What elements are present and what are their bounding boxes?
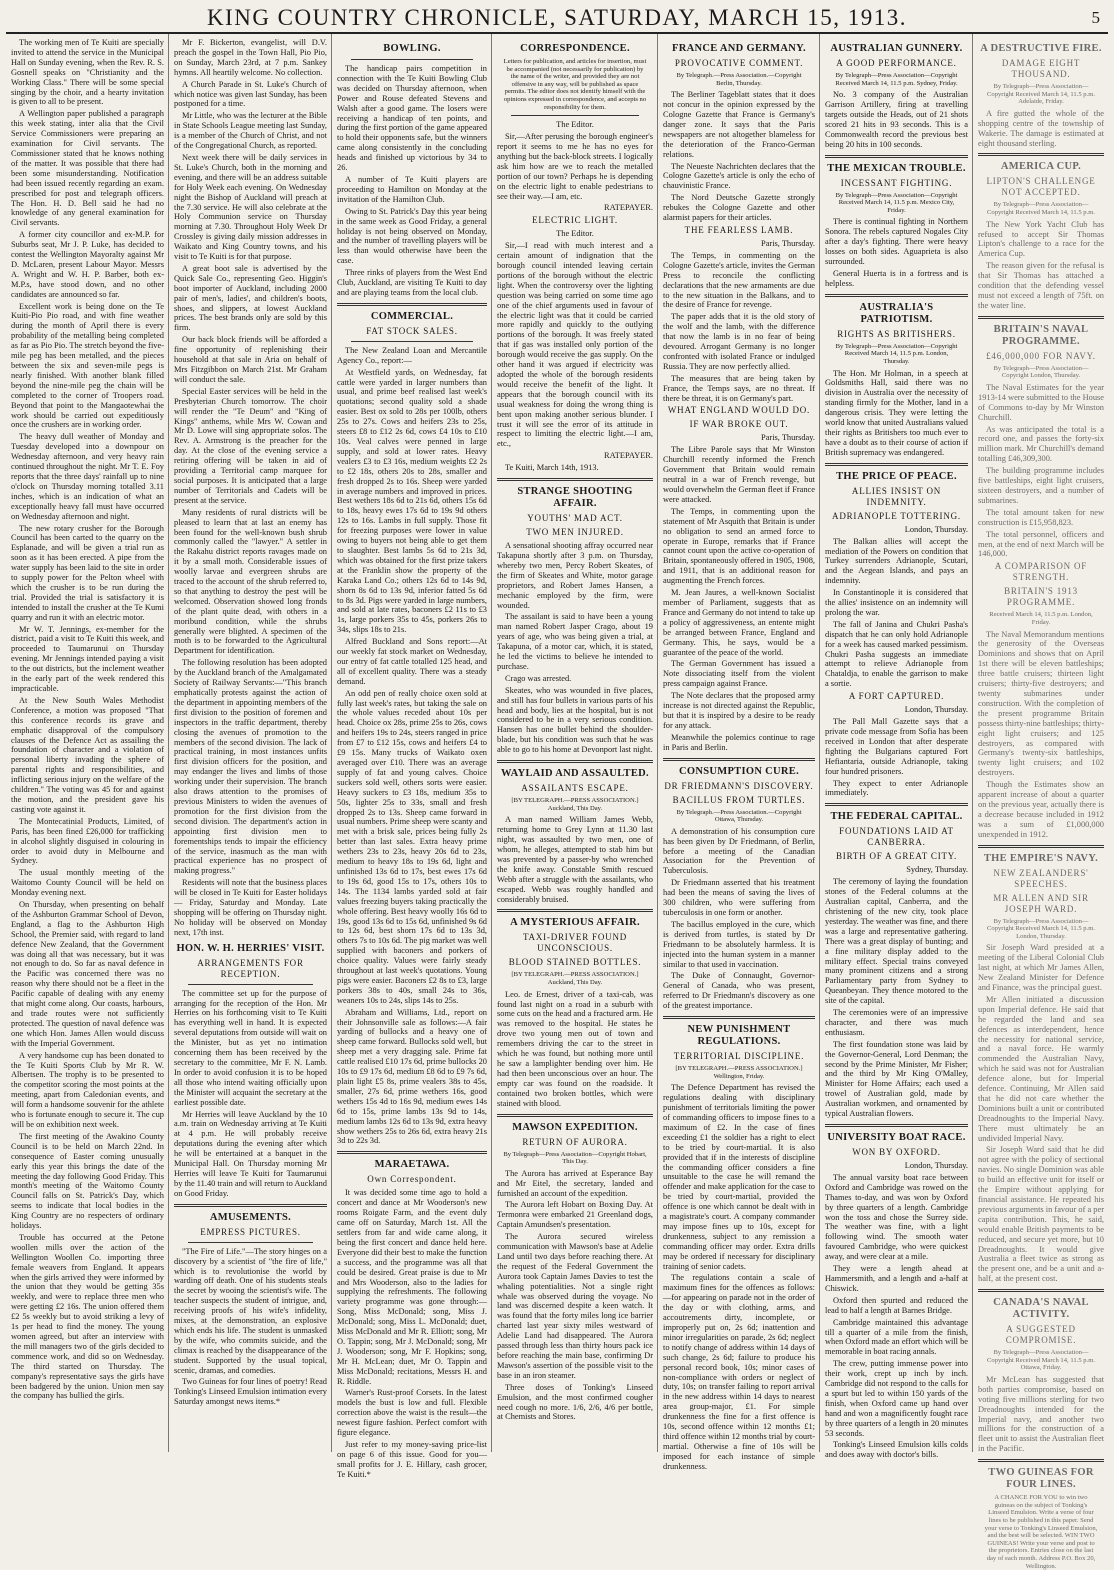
- column-6: [820, 34, 973, 1460]
- letter-body: Sir,—After perusing the borough engineer's report it seems to me he has no eyes for anything but the back-block streets. I logically ask him how are we to reach the metalled portion of our town? Perhaps he is depending on the electric light to enable pedestrians to see their way.—I am, etc.: [497, 132, 653, 201]
- section-subheading: ALLIES INSIST ON INDEMNITY.: [851, 485, 942, 507]
- dateline: Received March 14, 11.5 p.m. London, Friday.: [989, 611, 1093, 626]
- dateline: [BY TELEGRAPH.—PRESS ASSOCIATION.] Auckland, This Day.: [511, 971, 639, 987]
- page-number: 5: [1091, 8, 1100, 27]
- section-heading: FRANCE AND GERMANY.: [672, 43, 806, 54]
- news-paragraph: Though the Estimates show an apparent increase of about a quarter on the previous year, actually there is a decrease because included in 1912 was a sum of £1,000,000 unexpended in 1912.: [978, 780, 1104, 839]
- news-paragraph: The Neueste Nachrichten declares that the Cologne Gazette's article is only the echo of chauvinistic France.: [663, 161, 815, 191]
- divider: [825, 803, 968, 806]
- news-paragraph: The ceremonies were of an impressive character, and there was much enthusiasm.: [825, 1008, 968, 1037]
- news-paragraph: The crew, putting immense power into their work, crept up inch by inch. Cambridge did not respond to the calls for a spurt but led to within 150 yards of the finish, when Oxford came up hand over hand and won a magnificently fought race by three quarters of a length in 20 minutes 53 seconds.: [825, 1359, 968, 1438]
- divider: [978, 845, 1104, 848]
- news-paragraph: Owing to St. Patrick's Day this year being in the same week as Good Friday, a general holiday is not being observed on Monday, and the number of travelling players will be less than would otherwise have been the case.: [337, 206, 487, 266]
- letter-salutation: The Editor.: [556, 120, 594, 130]
- news-paragraph: Skeates, who was wounded in five places, and still has four bullets in various parts of his head and body, lies at the hospital, but is not considered to be in a very serious condition. Hansen has one bullet behind the shoulder-blade, but his condition was such that he was able to go to his home at Devonport last night.: [497, 685, 653, 755]
- section-heading: THE MEXICAN TROUBLE.: [827, 162, 966, 174]
- news-paragraph: The Aurora secured wireless communication with Mawson's base at Adelie Land until two days before reaching there. At the request of the Federal Government the Aurora took Captain James Davies to test the whaling potentialities. Not a single right whale was observed during the voyage. No land was discerned despite a keen watch. It was found that the forty miles long ice barrier charted last year sixty miles westward of Adelie Land had disappeared. The Aurora passed through less than thirty hours pack ice before reaching the main base, confirming Dr Mawson's assertion of the possible visit to the base in an iron steamer.: [497, 1232, 653, 1380]
- divider: [978, 153, 1104, 156]
- divider: [663, 1016, 815, 1019]
- news-paragraph: At Westfield yards, on Wednesday, fat cattle were yarded in larger numbers than usual, and prime beef realised last week's quotations; second quality sold a shade easier. Best ox sold to 28s per 100lb, others 25s to 27s. Cows and heifers 23s to 25s, steers £8 to £12 2s 6d, cows £4 10s to £10 10s. Veal calves were penned in large supply, and sold at lower rates. Heavy vealers £3 to £3 16s, medium weights £2 2s to £2 18s, others 20s to 28s, smaller and fresh dropped 2s to 16s. Sheep were yarded in average numbers and improved in prices. Best wethers 18s 6d to 21s 6d, others 15s 6d to 18s, heavy ewes 17s 6d to 19s 9d others 12s to 16s. Lambs in full supply. Those fit for freezing purposes were lower in value owing to buyers not being able to get them to slaughter. Best lambs 5s 6d to 21s 3d, which was obtained for the first prize takers at the Franklin show the property of the Karaka Land Co.; others 12s 6d to 14s 9d, shorn 8s 6d to 13s 9d, inferior fatted 5s 6d to 8s 3d. Pigs were yarded in large numbers, and sold at late rates, baconers £2 11s to £3 1s, large porkers 35s to 45s, porkers 26s to 34s, slips 18s to 21s.: [337, 367, 487, 635]
- news-paragraph: Alfred Buckland and Sons report:—At our weekly fat stock market on Wednesday, our entry of fat cattle totalled 125 head, and all of excellent quality. There was a steady demand.: [337, 637, 487, 686]
- dateline: London, Thursday.: [904, 1161, 968, 1170]
- dateline: By Telegraph.—Press Association.—Copyright Berlin, Thursday.: [676, 72, 802, 87]
- section-heading: AMUSEMENTS.: [209, 1211, 292, 1223]
- divider: [825, 155, 968, 158]
- news-paragraph: The Temps, in commenting on the Cologne Gazette's article, invites the German Press to reconcile the conflicting declarations that the new armaments are due to the new situation in the Balkans, and to the desire of France for revenge.: [663, 250, 815, 310]
- advert-paragraph: A CHANCE FOR YOU to win two guineas on the subject of Tonking's Linseed Emulsion. Write a verse of four lines to be published in this paper. Send your verse to Tonking's Linseed Emulsion, and the best will be selected. WIN TWO GUINEAS! Write your verse and post to the proprietors. Entries close on the last day of each month. Address P.O. Box 20, Wellington.: [984, 1494, 1098, 1570]
- section-subheading: A FORT CAPTURED.: [848, 691, 945, 702]
- news-paragraph: The committee set up for the purpose of arranging for the reception of the Hon. Mr Herries on his forthcoming visit to Te Kuiti has everything well in hand. It is expected several deputations from outside will wait on the Minister, but as yet no intimation concerning them has been received by the secretary to the committee, Mr F. N. Lamb. In order to avoid confusion it is to be hoped all those who intend waiting officially upon the Minister will acquaint the secretary at the earliest possible date.: [174, 988, 327, 1107]
- dateline: Paris, Thursday.: [761, 238, 815, 248]
- news-paragraph: The Pall Mall Gazette says that a private code message from Sofia has been received in London that after desperate fighting the Bulgarians captured Fort Hefiantaria, outside Adrianople, taking four hundred prisoners.: [825, 717, 968, 776]
- letter-salutation: The Editor.: [556, 229, 594, 239]
- news-paragraph: The handicap pairs competition in connection with the Te Kuiti Bowling Club was decided on Thursday afternoon, when Power and Rouse defeated Stevens and Walsh after a good game. The losers were receiving a handicap of ten points, and during the first portion of the game appeared to hold their opponents safe, but the winners came along consistently in the concluding heads and finished up victorious by 34 to 26.: [337, 64, 488, 173]
- news-paragraph: As was anticipated the total is a record one, and passes the forty-six million mark. Mr Churchill's demand totalling £46,309,300.: [978, 424, 1104, 464]
- masthead-title: KING COUNTRY CHRONICLE, SATURDAY, MARCH 15, 1913.: [206, 5, 908, 30]
- section-heading: BRITAIN'S NAVAL PROGRAMME.: [993, 323, 1089, 347]
- news-paragraph: Leo. de Ernest, driver of a taxi-cab, was found last night on a road in a suburb with some cuts on the head and a fractured arm. He was removed to the hospital. He states he drove two young men out of town and remembers driving the car to the street in which he was found, but nothing more until he saw a lamplighter bending over him. He had then been unconscious over an hour. The empty car was found on the roadside. It contained two broken bottles, which were stained with blood.: [497, 989, 653, 1108]
- section-subheading: WON BY OXFORD.: [852, 1147, 941, 1157]
- news-paragraph: Sir Joseph Ward presided at a meeting of the Liberal Colonial Club last night, at which Mr James Allen, New Zealand Minister for Defence and Finance, was the principal guest.: [978, 943, 1104, 992]
- news-paragraph: The New York Yacht Club has refused to accept Sir Thomas Lipton's challenge to a race for the America Cup.: [978, 219, 1104, 259]
- editorial-note: Letters for publication, and articles for insertion, must be accompanied (not necessarily for publication) by the name of the writer, and provided they are not offensive in any way, will be published as space permits. The editor does not identify himself with the opinions expressed in correspondence, and accepts no responsibility for them.: [503, 58, 647, 111]
- news-paragraph: Our back block friends will be afforded a fine opportunity of replenishing their household at that sale in Aria on behalf of Mrs Fitzgibbon on March 21st. Mr Graham will conduct the sale.: [174, 335, 327, 384]
- news-paragraph: A demonstration of his consumption cure has been given by Dr Friedmann, of Berlin, before a meeting of the Canadian Association for the Prevention of Tuberculosis.: [663, 826, 815, 876]
- news-paragraph: The ceremony of laying the foundation stones of the Federal columns at the Australian capital, Canberra, and the christening of the new city, took place yesterday. The weather was fine, and there was a large and representative gathering. There was a great display of bunting; and a fine military display added to the military effect. Special trains conveyed many prominent citizens and a strong Parliamentary party from Sydney to Queanbeyan. They thence motored to the site of the capital.: [825, 877, 968, 1006]
- section-heading: CORRESPONDENCE.: [520, 43, 630, 54]
- news-paragraph: Mr Little, who was the lecturer at the Bible in State Schools League meeting last Sunday, is a member of the Church of Christ, and not of the Congregational Church, as reported.: [174, 111, 327, 151]
- news-paragraph: Mr Herries will leave Auckland by the 10 a.m. train on Wednesday arriving at Te Kuiti at 4 p.m. He will probably receive deputations during the evening after which he will be entertained at a banquet in the Municipal Hall. On Thursday morning Mr Herries will leave Te Kuiti for Taumarunui by the 11.40 train and will return to Auckland on Good Friday.: [174, 1109, 327, 1198]
- news-paragraph: On Thursday, when presenting on behalf of the Ashburton Grammar School of Devon, England, a flag to the Ashburton High School, the Premier said, with regard to land defence New Zealand, that the Government was doing all that was necessary, but it was not enough to do. So far as naval defence in the Pacific was concerned there was no reason why there should not be a fleet in the Pacific capable of dealing with any enemy that might come along. Our coasts, harbours, and trade routes were not sufficiently protected. The question of naval defence was one which Hon. James Allen would discuss with the Imperial Government.: [11, 900, 164, 1048]
- section-subheading: BIRTH OF A GREAT CITY.: [836, 851, 957, 862]
- advert-paragraph: Tonking's Linseed Emulsion kills colds and does away with doctor's bills.: [825, 1440, 968, 1460]
- divider: [511, 115, 639, 116]
- news-paragraph: Three rinks of players from the West End Club, Auckland, are visiting Te Kuiti to day and are playing teams from the local club.: [337, 268, 487, 297]
- news-paragraph: The Nord Deutsche Gazette strongly rebukes the Cologne Gazette and other alarmist papers for their articles.: [663, 193, 815, 223]
- news-paragraph: A former city councillor and ex-M.P. for Suburbs seat, Mr J. P. Luke, has decided to contest the Wellington Mayoralty against Mr D. McLaren, present Labour Mayor. Messrs A. Wright and W. H. P. Barber, both ex-M.P.s, have stood down, and no other candidates are announced so far.: [11, 230, 164, 299]
- news-paragraph: There is continual fighting in Northern Sonora. The rebels captured Nogales City after a day's fighting. There were heavy losses on both sides. Aguaprieta is also surrounded.: [825, 217, 968, 267]
- section-heading: A MYSTERIOUS AFFAIR.: [510, 917, 640, 929]
- news-paragraph: The usual monthly meeting of the Waitomo County Council will be held on Monday evening next.: [11, 868, 164, 898]
- section-subheading: ARRANGEMENTS FOR RECEPTION.: [197, 957, 304, 979]
- column-2: [169, 34, 332, 1452]
- news-paragraph: In Constantinople it is considered that the allies' insistence on an indemnity will prolong the war.: [825, 588, 968, 617]
- news-paragraph: The total personnel, officers and men, at the end of next March will be 146,000.: [978, 529, 1104, 559]
- news-paragraph: "The Fire of Life."—The story hinges on a discovery by a scientist of "the fire of life," which is to revolutionise the world by warding off death. One of his students steals the secret by wooing the scientist's wife. The teacher suspects the student of intrigue, and, receiving proofs of his wife's infidelity, mixes, at the demonstration, an explosive which ends his life. The student is unmasked by the wife, who commits suicide, and the climax is reached by the disappearance of the student. Supported by the usual topical, scenic, dramas, and comedies.: [174, 1246, 327, 1375]
- section-heading: NEW PUNISHMENT REGULATIONS.: [687, 1024, 791, 1048]
- news-paragraph: Crago was arrested.: [505, 673, 572, 683]
- section-subheading: WHAT ENGLAND WOULD DO.: [667, 405, 811, 416]
- news-paragraph: Dr Friedmann asserted that his treatment had been the means of saving the lives of 300 children, who were suffering from tuberculosis in one form or another.: [663, 878, 815, 917]
- section-heading: CONSUMPTION CURE.: [678, 765, 800, 777]
- section-heading: AMERICA CUP.: [1000, 161, 1082, 173]
- news-paragraph: The Naval Estimates for the year 1913-14 were submitted to the House of Commons to-day by Mr Winston Churchill.: [978, 382, 1104, 422]
- advert-paragraph: Warner's Rust-proof Corsets. In the latest models the bust is low and full. Flexible correction above the waist is the result—the newest figure fashion. Perfect comfort with figure elegance.: [337, 1388, 487, 1438]
- divider: [978, 1289, 1104, 1292]
- dateline: By Telegraph—Press Association—Copyright Received March 14, 11.5 p.m. Ottawa, Friday.: [987, 1349, 1095, 1372]
- section-subheading: NEW ZEALANDERS' SPEECHES.: [993, 867, 1089, 889]
- section-heading: STRANGE SHOOTING AFFAIR.: [517, 486, 633, 510]
- dateline: Paris, Thursday.: [761, 433, 815, 443]
- section-heading: COMMERCIAL.: [370, 310, 454, 322]
- dateline: By Telegraph—Press Association—Copyright Received March 14, 11.5 p.m. Adelaide, Friday.: [987, 83, 1095, 106]
- section-subheading: BLOOD STAINED BOTTLES.: [508, 957, 642, 968]
- news-paragraph: The regulations contain a scale of maximum fines for the offences as follows:—for appearing on parade not in the order of the day or with clothing, arms, and accoutrements dirty, incomplete, or improperly put on, 2s 6d; inattention and minor irregularities on parade, 2s 6d; neglect to notify change of address within 14 days of such change, 2s 6d; failure to produce his personal record book, 10s; minor cases of non-compliance with orders or neglect of duty, 10s; on transfer failing to report arrival in the new address within 14 days to nearest area group-major, £1. For simple drunkenness the fine for a first offence is 10s, second offence within 12 months £1; third offence within 12 months trial by court-martial. Otherwise a fine of 10s will be imposed for each instance of simple drunkenness.: [663, 1273, 815, 1471]
- news-paragraph: The fall of Janina and Chukri Pasha's dispatch that he can only hold Adrianople for a week has caused marked pessimism. Chukri Pasha suggests an immediate attempt to relieve Adrianople from Chataldja, to enable the garrison to make a sortie.: [825, 619, 968, 689]
- letter-signature: RATEPAYER.: [604, 451, 653, 461]
- dateline: London, Thursday.: [904, 705, 968, 715]
- news-paragraph: The Note declares that the proposed army increase is not directed against the Republic, but that it is inspired by a desire to be ready for any attack.: [663, 691, 815, 730]
- news-paragraph: The Temps, in commenting upon the statement of Mr Asquith that Britain is under no obligation to send an armed force to operate in Europe, remarks that if France cannot count upon the active co-operation of Britain, spontaneously offered in 1905, 1908, and 1911, that is an additional reason for augmenting the French forces.: [663, 506, 815, 586]
- section-subheading: ELECTRIC LIGHT.: [532, 215, 618, 226]
- section-subheading: LIPTON'S CHALLENGE NOT ACCEPTED.: [986, 176, 1096, 198]
- section-heading: A DESTRUCTIVE FIRE.: [980, 43, 1102, 54]
- news-paragraph: Residents will note that the business places will be closed in Te Kuiti for Easter holidays — Friday, Saturday and Monday. Late shopping will be offering on Thursday night. No holiday will be observed on Monday next, 17th inst.: [174, 878, 327, 937]
- dateline: [BY TELEGRAPH.—PRESS ASSOCIATION.] Wellington, Friday.: [675, 1065, 803, 1080]
- section-subheading: INCESSANT FIGHTING.: [840, 177, 953, 188]
- news-paragraph: A great boot sale is advertised by the Quick Sale Co., representing Geo. Higgin's boot importer of Auckland, including 2000 pair of men's, ladies', and children's boots, shoes, and slippers, at lowest Auckland prices. The best brands only are sold by this firm.: [174, 263, 327, 333]
- section-subheading: PROVOCATIVE COMMENT.: [674, 58, 804, 68]
- dateline: By Telegraph—Press Association—Copyright Received March 14, 11.5 p.m. London, Thursday.: [987, 917, 1095, 940]
- news-paragraph: It was decided some time ago to hold a concert and dance at Mr Wooderson's new rooms Roigate Farm, and the event duly came off on Saturday, March 1st. All the settlers from far and wide came along, it being the first concert and dance held here. Everyone did their best to make the function a success, and the programme was all that could be desired. Great praise is due to Mr and Mrs Wooderson, also to the ladies for supplying the refreshments. The following variety programme was gone through:—Song, Miss McDonald; song, Miss J. McDonald; song, Miss L. McDonald; duet, Miss McDonald and Mr R. Elliott; song, Mr O. Tappin; song, Mr J. McDonald; song, Mr J. Wooderson; song, Mr F. Hopkins; song, Mr H. McLean; duet, Mr O. Tappin and Miss McDonald; recitations, Messrs H. and R. Riddle.: [337, 1188, 487, 1386]
- divider: [825, 294, 968, 297]
- news-paragraph: Oxford then spurted and reduced the lead to half a length at Barnes Bridge.: [825, 1295, 968, 1315]
- divider: [351, 341, 473, 342]
- section-subheading: FOUNDATIONS LAID AT CANBERRA.: [839, 826, 954, 848]
- section-subheading: BRITAIN'S 1913 PROGRAMME.: [1004, 586, 1078, 608]
- news-paragraph: Mr McLean has suggested that both parties compromise, based on voting five millions sterling for two Dreadnoughts intended for the Imperial navy, and another two millions for the construction of a fleet unit to assist the Australian fleet in the Pacific.: [978, 1374, 1104, 1454]
- section-heading: HON. W. H. HERRIES' VISIT.: [176, 942, 325, 954]
- section-subheading: BACILLUS FROM TURTLES.: [672, 794, 806, 805]
- divider: [663, 758, 815, 761]
- dateline: By Telegraph—Press Association—Copyright Hobart, This Day.: [503, 1150, 647, 1166]
- section-heading: AUSTRALIAN GUNNERY.: [830, 43, 963, 54]
- news-paragraph: A number of Te Kuiti players are proceeding to Hamilton on Monday at the invitation of the Hamilton Club.: [337, 174, 487, 204]
- news-paragraph: Mr W. T. Jennings, ex-member for the district, paid a visit to Te Kuiti this week, and proceeded to Taumarunui on Thursday evening. Mr Jennings intended paying a visit to the out districts, but the inclement weather in the early part of the week rendered this impracticable.: [11, 624, 164, 693]
- news-paragraph: The heavy dull weather of Monday and Tuesday developed into a downpour on Wednesday afternoon, and very heavy rain continued throughout the night. Mr T. E. Foy reports that the three days' rainfall up to nine o'clock on Thursday morning totalled 3.11 inches, which is an indication of what an exceptionally heavy fall must have occurred on Wednesday afternoon and night.: [11, 432, 164, 521]
- divider: [497, 760, 653, 763]
- news-paragraph: The annual varsity boat race between Oxford and Cambridge was rowed on the Thames to-day, and was won by Oxford by three quarters of a length. Cambridge won the toss and chose the Surrey side. The weather was fine, with a light following wind. The smooth water favoured Cambridge, who were quickest away, and were clear at a mile.: [825, 1172, 968, 1262]
- advert-paragraph: Two Guineas for four lines of poetry! Read Tonking's Linseed Emulsion intimation every Saturday amongst news items.*: [174, 1377, 327, 1407]
- section-heading: THE FEDERAL CAPITAL.: [830, 811, 963, 823]
- letter-body: Sir,—I read with much interest and a certain amount of indignation that the borough council intended leaving certain portions of the borough without the electric light. When the controversy over the lighting question was being carried on some time ago one of the chief arguments used in favour of the electric light was that it could be carried more rapidly and quickly to the outlying portions of the borough. It was freely stated that if gas was installed only portion of the borough would receive the gas supply. On the other hand it was argued if electricity was adopted the whole of the borough residents would receive the benefit of the light. It appears that the borough council with its usual weakness for doing the wrong thing is bent upon making another serious blunder. I trust it will see the error of its attitude in respect to limiting the electric light.—I am, etc.,: [497, 241, 653, 449]
- section-heading: AUSTRALIA'S PATRIOTISM.: [859, 301, 934, 325]
- news-paragraph: Mr Allen initiated a discussion upon Imperial defence. He said that he regarded the land and sea defences as interdependent, hence the necessity for national service, and a naval force. He warmly commended the Australian Navy, which he said was not for Australian defence alone, but for Imperial defence. Continuing, Mr Allen said that he did not care whether the Dominions built a unit or contributed Dreadnoughts to the Imperial Navy. There must ultimately be an undivided Imperial Navy.: [978, 994, 1104, 1143]
- section-heading: WAYLAID AND ASSAULTED.: [501, 768, 649, 780]
- section-subheading: Own Correspondent.: [367, 1174, 457, 1185]
- column-3: [332, 34, 492, 1479]
- section-subheading: RETURN OF AURORA.: [522, 1136, 628, 1147]
- section-subheading: A COMPARISON OF STRENGTH.: [994, 561, 1088, 583]
- divider: [174, 1204, 327, 1207]
- section-subheading: DAMAGE EIGHT THOUSAND.: [1001, 58, 1081, 79]
- dateline: [BY TELEGRAPH.—PRESS ASSOCIATION.] Auckland, This Day.: [511, 797, 639, 812]
- advert-paragraph: Three doses of Tonking's Linseed Emulsion, and the most confirmed cougher need cough no more. 1/6, 2/6, 4/6 per bottle, at Chemists and Stores.: [497, 1382, 653, 1422]
- news-paragraph: The Libre Parole says that Mr Winston Churchill recently informed the French Government that Britain would remain neutral in a war of French revenge, but would overwhelm the German fleet if France were attacked.: [663, 445, 815, 504]
- dateline: London, Thursday.: [904, 524, 968, 534]
- dateline: By Telegraph—Press Association—Copyright London, Thursday.: [993, 364, 1089, 380]
- letter-date: Te Kuiti, March 14th, 1913.: [505, 463, 599, 473]
- divider: [978, 316, 1104, 319]
- section-subheading: EMPRESS PICTURES.: [200, 1226, 301, 1237]
- news-paragraph: A very handsome cup has been donated to the Te Kuiti Sports Club by Mr R. W. Albertsen. The trophy is to be presented to the competitor scoring the most points at the meeting, apart from Caledonian events, and will form a handsome souvenir for the athlete who is fortunate enough to secure it. The cup will be on exhibition next week.: [11, 1050, 164, 1129]
- section-subheading: YOUTHS' MAD ACT.: [527, 513, 623, 524]
- section-heading: THE PRICE OF PEACE.: [836, 470, 957, 482]
- section-heading: BOWLING.: [383, 43, 441, 54]
- section-subheading: A SUGGESTED COMPROMISE.: [1005, 1324, 1077, 1346]
- section-subheading: TERRITORIAL DISCIPLINE.: [673, 1051, 805, 1062]
- news-paragraph: The Balkan allies will accept the mediation of the Powers on condition that Turkey surrenders Adrianople, Scutari, and the Aegean Islands, and pays an indemnity.: [825, 536, 968, 586]
- news-paragraph: A fire gutted the whole of the shopping centre of the township of Wakerie. The damage is estimated at eight thousand sterling.: [978, 108, 1104, 148]
- news-paragraph: The Hon. Mr Holman, in a speech at Goldsmiths Hall, said there was no division in Australia over the necessity of standing firmly for the Mother, land in a dangerous crisis. They were letting the world know that united Australians valued their rights as Britishers too much ever to have a doubt as to their course of action if British supremacy was endangered.: [825, 368, 968, 457]
- news-paragraph: The New Zealand Loan and Mercantile Agency Co., report:—: [337, 345, 487, 365]
- news-paragraph: At the New South Wales Methodist Conference, a motion was proposed "That this conference records its grave and emphatic disapproval of the compulsory clauses of the Defence Act as assailing the foundation of character and a violation of personal liberty invading the sphere of parental rights and responsibilities, and inflicting serious injury on the welfare of the children." The voting was 45 for and against the motion, and the president gave his casting vote against it.: [11, 695, 164, 814]
- news-paragraph: The new rotary crusher for the Borough Council has been carted to the quarry on the Esplanade, and will be given a trial run as soon as it has been erected. A pipe from the water supply has been laid to the site in order to supply power for the Pelton wheel with which the crusher is to be run during the trial. Provided the trial is satisfactory it is intended to install the crusher at the Te Kumi quarry and run it with an electric motor.: [11, 523, 164, 622]
- section-subheading: DR FRIEDMANN'S DISCOVERY.: [664, 780, 814, 791]
- section-subheading: IF WAR BROKE OUT.: [689, 419, 789, 430]
- news-paragraph: The bacillus employed in the cure, which is derived from turtles, is stated by Dr Friedmann to be absolutely harmless. It is injected into the human system in a manner similar to that used in vaccination.: [663, 919, 815, 969]
- news-paragraph: The reason given for the refusal is that Sir Thomas has attached a condition that the defending vessel must not exceed a length of 75ft. on the water line.: [978, 261, 1104, 310]
- column-4: [492, 34, 658, 1452]
- news-paragraph: The Berliner Tageblatt states that it does not concur in the opinion expressed by the Cologne Gazette that France is Germany's danger zone. It says that the Paris newspapers are not altogether blameless for the deterioration of the Franco-German relations.: [663, 90, 815, 159]
- column-5: [658, 34, 820, 1471]
- news-paragraph: Sir Joseph Ward said that he did not agree with the policy of sectional navies. No single Dominion was able to build an effective unit for itself or the Empire without applying for financial assistance. He repeated his previous arguments in favour of a per capita contribution. This, he said, would enable British payments to be reduced, and secure yet more, but 10 Dreadnoughts. It would give Australia a fleet twice as strong as the present one, and be a unit and a-half, at the present cost.: [978, 1145, 1104, 1284]
- section-heading: UNIVERSITY BOAT RACE.: [827, 1132, 966, 1143]
- news-paragraph: The Naval Memorandum mentions the generosity of the Overseas Dominions and shows that on April 1st there will be eleven battleships; three battle cruisers; thirteen light cruisers; thirty-five destroyers; and twenty submarines under construction. With the completion of the present programme Britain possess thirty-nine battleships; thirty-eight light cruisers; and 125 destroyers, as compared with Germany's twenty-six battleships, twenty light cruisers; and 102 destroyers.: [978, 629, 1104, 778]
- columns: [6, 34, 1108, 1570]
- news-paragraph: Mr F. Bickerton, evangelist, will D.V. preach the gospel in the Town Hall, Pio Pio, on Sunday, March 23rd, at 7 p.m. Sankey hymns. All heartily welcome. No collection.: [174, 38, 327, 77]
- divider: [497, 1114, 653, 1117]
- news-paragraph: The Montecatinial Products, Limited, of Paris, has been fined £26,000 for trafficking in alcohol slightly disguised in colouring in order to avoid duty in Melbourne and Sydney.: [11, 816, 164, 866]
- divider: [188, 984, 313, 985]
- section-subheading: FAT STOCK SALES.: [366, 325, 458, 336]
- news-paragraph: A man named William James Webb, returning home to Grey Lynn at 11.30 last night, was assaulted by two men, one of whom, he alleges, attempted to stab him but was prevented by a passer-by who wrenched the knife away. Constable Smith rescued Webb after a struggle with the assailants, who escaped. Webb was roughly handled and considerably bruised.: [497, 815, 653, 904]
- section-subheading: TAXI-DRIVER FOUND UNCONSCIOUS.: [522, 932, 628, 954]
- news-paragraph: M. Jean Jaures, a well-known Socialist member of Parliament, suggests that as France and Germany do not intend to take up a policy of aggressiveness, an entente might be arranged between France, England and Germany. This, he says, would be a guarantee of the peace of the world.: [663, 588, 815, 657]
- dateline: By Telegraph—Press Association—Copyright Received March 14, 11.5 p.m.: [987, 201, 1095, 216]
- divider: [825, 1124, 968, 1127]
- column-1: [6, 34, 169, 1452]
- section-subheading: ADRIANOPLE TOTTERING.: [832, 510, 961, 521]
- news-paragraph: Meanwhile the polemics continue to rage in Paris and Berlin.: [663, 732, 815, 752]
- news-paragraph: The Aurora left Hobart on Boxing Day. At Termonra were embarked 21 Greenland dogs, Captain Amundsen's presentation.: [497, 1200, 653, 1230]
- dateline: By Telegraph—Press Association—Copyright Received March 14, 11.5 p.m. London, Thursday.: [835, 342, 958, 365]
- section-subheading: MR ALLEN AND SIR JOSEPH WARD.: [993, 892, 1089, 914]
- news-paragraph: The measures that are being taken by France, the Temps says, are no threat. If there be threat, it is on Germany's part.: [663, 373, 815, 403]
- news-paragraph: The building programme includes five battleships, eight light cruisers, sixteen destroyers, and a number of submarines.: [978, 466, 1104, 505]
- dateline: Sydney, Thursday.: [906, 865, 968, 875]
- column-7: [973, 34, 1108, 1570]
- news-paragraph: A Church Parade in St. Luke's Church of which notice was given last Sunday, has been postponed for a time.: [174, 79, 327, 109]
- divider: [497, 909, 653, 912]
- news-paragraph: Many residents of rural districts will be pleased to learn that at last an enemy has been found for the well-known bush shrub commonly called the "lawyer." A settler in the Rakahu district reports ravages made on it by a small moth. Considerable issues of woolly larvae and evergreen shrubs are traced to the account of the shrub referred to, so that anything to destroy the pest will be welcomed. Observation showed long fronds of the plant quite dead, with others in a moribund condition, while the shrubs generally were blighted. A specimen of the moth is to be forwarded to the Agricultural Department for identification.: [174, 507, 327, 656]
- divider: [978, 1459, 1104, 1462]
- section-subheading: ASSAILANTS ESCAPE.: [521, 783, 629, 794]
- news-paragraph: The German Government has issued a Note dissociating itself from the violent press campaign against France.: [663, 659, 815, 689]
- dateline: By Telegraph—Press Association—Copyright Received March 14, 11.5 p.m. Sydney, Friday.: [835, 72, 958, 87]
- news-paragraph: Next week there will be daily services in St. Luke's Church, both in the morning and evening, and there will be an address suitable for Holy Week each evening. On Wednesday night the Bishop of Auckland will preach at the 7.30 service. He will also celebrate at the Holy Communion service on Thursday morning at 7.30. Throughout Holy Week Dr Crossley is giving daily mission addresses in Waikato and King Country towns, and his visit to Te Kuiti is for that purpose.: [174, 152, 327, 262]
- news-paragraph: They were a length ahead at Hammersmith, and a length and a-half at Chiswick.: [825, 1264, 968, 1293]
- divider: [337, 1151, 487, 1154]
- divider: [825, 463, 968, 466]
- news-paragraph: The total amount taken for new construction is £15,958,823.: [978, 507, 1104, 527]
- section-subheading: £46,000,000 FOR NAVY.: [986, 350, 1096, 361]
- section-subheading: THE FEARLESS LAMB.: [684, 224, 794, 235]
- section-subheading: TWO MEN INJURED.: [526, 527, 624, 538]
- section-heading: CANADA'S NAVAL ACTIVITY.: [993, 1297, 1089, 1321]
- news-paragraph: A Wellington paper published a paragraph this week stating, inter alia that the Civil Service Commissioners were preparing an examination for Civil servants. The Commissioner stated that he knows nothing of the matter. It was possible that there had been some misunderstanding. Notification had been issued recently regarding an exam. prescribed for post and telegraph officers. The Hon. H. D. Bell said he had no knowledge of any general examination for Civil servants.: [11, 109, 164, 228]
- news-paragraph: An odd pen of really choice oxen sold at fully last week's rates, but taking the sale on the whole values receded about 10s per head. Choice ox 28s, prime 25s to 26s, cows and heifers 19s to 24s, steers ranged in price from £7 to £12 15s, cows and heifers £4 to £9 15s. Many trucks of Waikato oxen averaged over £10. There was an average supply of fat and young calves. Choice suckers sold well, others sorts were easier. Heavy suckers to £3 18s, medium 35s to 50s, lighter 25s to 33s, small and fresh dropped 2s to 13s. Sheep came forward in usual numbers. Prime sheep were scanty and met with a brisk sale, prices being fully 2s better than last sales. Extra heavy prime wethers 23s to 23s, heavy 20s 6d to 23s, medium to heavy 18s to 19s 6d, light and unfinished 13s 6d to 17s, best ewes 17s 6d to 19s 6d, good 15s to 17s, others 10s to 14s. The 1134 lambs yarded sold at fair values freezing buyers taking practically the whole offering. Best heavy woolly 16s 6d to 19s, good 13s 6d to 15s 6d, unfinished 9s 6d to 12s 6d, best shorn 17s 6d to 13s 3d, others 7s to 10s 6d. The pig market was well supplied with baconers and porkers of choice quality. Values were fairly steady throughout at last week's quotations. Young pigs were easier. Baconers £2 8s to £3, large porkers 38s to 40s, small 24s to 36s, weaners 10s to 24s, slips 14s to 25s.: [337, 688, 488, 1005]
- news-paragraph: They expect to enter Adrianople immediately.: [825, 778, 968, 798]
- divider: [497, 478, 653, 481]
- advert-paragraph: Just refer to my money-saving price-list on page 6 of this issue. Good for you—small profits for J. E. Hillary, cash grocer, Te Kuiti.*: [337, 1440, 487, 1479]
- news-paragraph: The first meeting of the Awakino County Council is to be held on March 22nd. In consequence of Easter coming unusually early this year this brings the date of the meeting the day following Good Friday. This month's meeting of the Waitomo County Council falls on St. Patrick's Day, which seems to indicate that local bodies in the King Country are no respecters of ordinary holidays.: [11, 1131, 164, 1231]
- news-paragraph: The assailant is said to have been a young man named Robert Jasper Crago, about 19 years of age, who was being given a trial, at Takapuna, of a motor car, which, it is stated, he led the victims to believe he intended to purchase.: [497, 612, 653, 671]
- section-subheading: RIGHTS AS BRITISHERS.: [837, 328, 956, 339]
- news-paragraph: The Duke of Connaught, Governor-General of Canada, who was present, referred to Dr Friedmann's discovery as one of the greatest importance.: [663, 971, 815, 1011]
- divider: [188, 1242, 313, 1243]
- section-heading: TWO GUINEAS FOR FOUR LINES.: [988, 1467, 1094, 1491]
- section-subheading: A GOOD PERFORMANCE.: [836, 58, 957, 68]
- section-heading: MARAETAWA.: [374, 1159, 450, 1171]
- news-paragraph: The following resolution has been adopted by the Auckland branch of the Amalgamated Society of Railway Servants:—"This branch emphatically protests against the action of the department in appointing members of the first division to the position of foremen and inspectors in the traffic department, thereby closing the avenues of promotion to the members of the second division. The lack of practical training, in most instances unfits first division officers for the position, and may endanger the lives and limbs of those working under their supervision. The branch also draws attention to the promises of previous Ministers to widen the avenues of promotion for the first division from the second division. The department's action in appointing first division men to forementships tends to impair the efficiency of the service, inasmuch as the man with practical experience has no prospect of making progress.": [174, 658, 327, 876]
- news-paragraph: A sensational shooting affray occurred near Takapuna shortly after 3 p.m. on Thursday, whereby two men, Percy Robert Skeates, of the firm of Skeates and White, motor garage proprietors, and Robert James Hansen, a mechanic employed by the firm, were wounded.: [497, 541, 653, 610]
- divider: [337, 303, 487, 306]
- news-paragraph: Abraham and Williams, Ltd., report on their Johnsonville sale as follows:—A fair yarding of bullocks and a heavy one of sheep came forward. Bullocks sold well, but sheep met a very dragging sale. Prime fat cattle realised £10 17s 6d, prime bullocks 20 10s to £9 17s 6d, medium £8 6d to £9 7s 6d, plain light £5 8s, prime vealers 38s to 45s, smaller, 27s 6d, prime wethers 16s, good wethers 15s 4d to 16s 9d, medium ewes 14s 6d to 15s, prime lambs 13s 9d to 14s, medium lambs 12s 6d to 13s 9d, extra heavy show wethers 25s to 26s 6d, extra heavy 21s 3d to 22s 3d.: [337, 1007, 487, 1146]
- news-paragraph: The paper adds that it is the old story of the wolf and the lamb, with the difference that now the lamb is in no fear of being devoured. Arrogant Germany is no longer confronted with isolated France or indulged Russia. They are now perfectly allied.: [663, 312, 815, 371]
- masthead: [6, 4, 1108, 34]
- news-paragraph: The Defence Department has revised the regulations dealing with disciplinary punishment of territorials limiting the power of commanding officers to impose fines to a maximum of £2. In the case of fines exceeding £1 the soldier has a right to elect to be tried by court-martial. It is also provided that if in the interests of discipline the commanding officer considers a fine unsuitable to the case he will remand the offender and make application for the case to be tried by court-martial, provided the offence is one which cannot be dealt with in a magistrate's court. A company commander may impose fines up to 10s, except for drunkenness, subject to any remission a commanding officer may order. Extra drills may be ordered if necessary for disciplinary training of senior cadets.: [663, 1083, 815, 1271]
- dateline: By Telegraph.—Press Association.—Copyright Ottawa, Thursday.: [676, 808, 802, 824]
- section-heading: THE EMPIRE'S NAVY.: [983, 852, 1099, 864]
- news-paragraph: Special Easter services will be held in the Presbyterian Church tomorrow. The choir will render the "Te Deum" and "King of Kings" anthems, while Mrs W. Cowan and Mr D. Lowe will sing appropriate solos. The Rev. A. Armstrong is the preacher for the day. At the close of the evening service a retiring offering will be taken in aid of providing a Territorial camp marquee for social purposes. It is anticipated that a large number of Territorials and Cadets will be present at the service.: [174, 386, 327, 505]
- dateline: By Telegraph—Press Association—Copyright Received March 14, 11.5 p.m. Mexico City, Friday.: [835, 191, 958, 214]
- letter-signature: RATEPAYER.: [604, 203, 653, 213]
- news-paragraph: The first foundation stone was laid by the Governor-General, Lord Denman; the second by the Prime Minister, Mr Fisher; and the third by Mr King O'Malley, Minister for Home Affairs; each used a trowel of Australian gold, made by Australian workmen, and ornamented by typical Australian flowers.: [825, 1039, 968, 1119]
- news-paragraph: The working men of Te Kuiti are specially invited to attend the service in the Municipal Hall on Sunday evening, when the Rev. R. S. Gosnell speaks on "Christianity and the Working Class." There will be some special singing by the choir, and a hearty invitation is given to all to be present.: [11, 38, 164, 107]
- news-paragraph: No. 3 company of the Australian Garrison Artillery, firing at travelling targets outside the Heads, out of 21 shots scored 21 hits in 93 seconds. This is a Commonwealth record the previous best being 20 hits in 100 seconds.: [825, 90, 968, 149]
- news-paragraph: Excellent work is being done on the Te Kuiti-Pio Pio road, and with fine weather during the month of April there is every probability of the metalling being completed as far as Pio Pio. The stretch beyond the five-mile peg has been metalled, and the pieces between the six and seven-mile pegs is nearly finished. With another blank filled beyond the nine-mile peg the chain will be completed to the corner of Troopers road. Beyond that point to the Mangaotewhai the work should be carried out expeditiously once the crushers are in working order.: [11, 301, 164, 430]
- news-paragraph: Cambridge maintained this advantage till a quarter of a mile from the finish, when Oxford made an effort which will be memorable in boat racing annals.: [825, 1317, 968, 1357]
- divider: [351, 59, 473, 60]
- section-heading: MAWSON EXPEDITION.: [512, 1121, 638, 1133]
- news-paragraph: General Huerta is in a fortress and is helpless.: [825, 268, 968, 288]
- news-paragraph: The Aurora has arrived at Esperance Bay and Mr Eitel, the secretary, landed and furnished an account of the expedition.: [497, 1168, 653, 1198]
- news-paragraph: Trouble has occurred at the Petone woollen mills over the action of the Wellington Woollen Co. importing three female weavers from England. It appears when the girls arrived they were informed by the union that they would be getting 35s weekly, and were to replace three men who were getting £2 16s. The union offered them £2 5s weekly but to avoid striking a levy of 1s per head to find the money. The young women agreed, but after an interview with the mill managers two of the girls decided to commence work, and did so on Wednesday. The third started on Thursday. The company's representative says the girls have been badgered by the union. Union men say the company has bullied the girls.: [11, 1232, 164, 1401]
